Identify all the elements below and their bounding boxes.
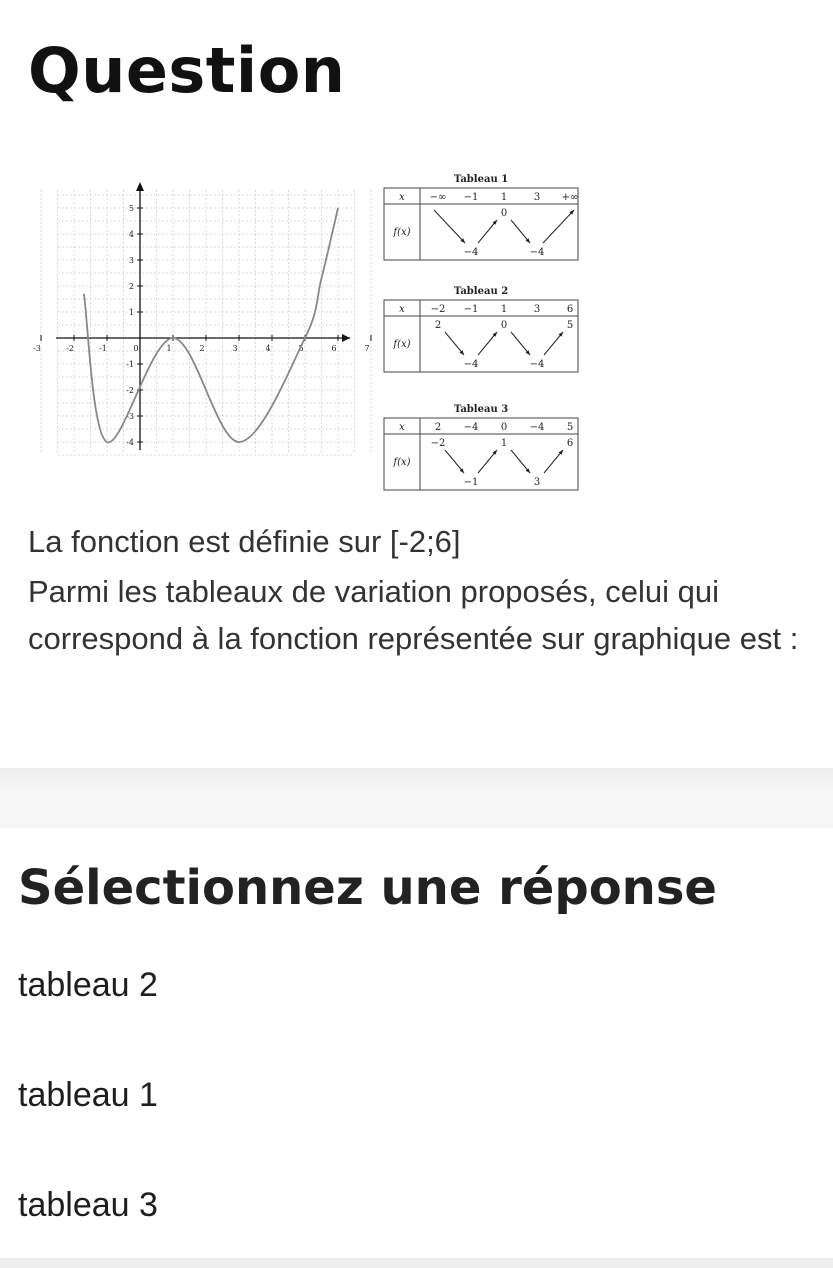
- x-value: −∞: [429, 192, 447, 203]
- f-label: f(x): [393, 457, 411, 468]
- f-value: −4: [529, 247, 545, 258]
- x-value: −4: [529, 422, 545, 433]
- table-frame: [384, 300, 578, 372]
- x-value: −1: [463, 304, 479, 315]
- x-tick-label: -1: [99, 344, 107, 353]
- y-tick-label: -3: [126, 412, 134, 421]
- y-tick-label: 3: [128, 256, 134, 265]
- statement-question: Parmi les tableaux de variation proposés, celui qui correspond à la fonction représentée sur graphique est :: [28, 574, 799, 656]
- x-value: 6: [566, 304, 574, 315]
- y-axis-arrow: [136, 182, 144, 191]
- figure-svg: [0, 150, 833, 510]
- section-separator: [0, 768, 833, 828]
- x-axis-arrow: [342, 334, 350, 342]
- f-value: 1: [500, 438, 508, 449]
- x-value: 0: [500, 422, 508, 433]
- f-value: 3: [533, 477, 541, 488]
- y-tick-label: 1: [128, 308, 134, 317]
- function-graph: [33, 182, 371, 455]
- x-value: −1: [463, 192, 479, 203]
- variation-table-1: [384, 174, 578, 260]
- f-value: −4: [529, 359, 545, 370]
- variation-tables: [384, 174, 578, 490]
- question-title: Question: [28, 34, 346, 107]
- f-value: −4: [463, 247, 479, 258]
- x-label: x: [399, 304, 405, 315]
- x-tick-label: 2: [199, 344, 205, 353]
- table-frame: [384, 418, 578, 490]
- x-value: 2: [434, 422, 442, 433]
- bottom-bar: [0, 1258, 833, 1268]
- x-tick-label: 0: [133, 344, 139, 353]
- f-value: 2: [434, 320, 442, 331]
- x-tick-label: 7: [364, 344, 370, 353]
- question-figure: [0, 150, 833, 510]
- f-value: −4: [463, 359, 479, 370]
- x-tick-label: -2: [66, 344, 74, 353]
- x-tick-label: -3: [33, 344, 41, 353]
- x-tick-label: 3: [232, 344, 238, 353]
- statement-domain: La fonction est définie sur [-2;6]: [28, 524, 461, 559]
- f-value: 0: [500, 208, 508, 219]
- f-value: 5: [566, 320, 574, 331]
- x-tick-label: 1: [166, 344, 172, 353]
- x-value: 1: [500, 304, 508, 315]
- x-value: 5: [566, 422, 574, 433]
- f-label: f(x): [393, 339, 411, 350]
- x-value: 3: [533, 192, 541, 203]
- table-title: Tableau 3: [453, 404, 509, 415]
- y-tick-label: 5: [128, 204, 134, 213]
- x-label: x: [399, 422, 405, 433]
- x-tick-label: 4: [265, 344, 271, 353]
- x-value: 1: [500, 192, 508, 203]
- f-value: −2: [430, 438, 446, 449]
- x-value: +∞: [561, 192, 579, 203]
- variation-arrow: [434, 210, 465, 243]
- x-tick-label: 6: [331, 344, 337, 353]
- f-label: f(x): [393, 227, 411, 238]
- y-tick-label: -1: [126, 360, 134, 369]
- x-label: x: [399, 192, 405, 203]
- answer-option-2[interactable]: tableau 1: [18, 1075, 158, 1114]
- y-tick-label: -4: [126, 438, 134, 447]
- select-answer-title: Sélectionnez une réponse: [18, 860, 717, 916]
- f-value: −1: [463, 477, 479, 488]
- variation-table-2: [384, 286, 578, 372]
- table-title: Tableau 1: [453, 174, 509, 185]
- y-tick-label: -2: [126, 386, 134, 395]
- table-frame: [384, 188, 578, 260]
- variation-table-3: [384, 404, 578, 490]
- x-value: −4: [463, 422, 479, 433]
- y-tick-label: 2: [128, 282, 134, 291]
- answer-option-1[interactable]: tableau 2: [18, 965, 158, 1004]
- variation-arrow: [543, 210, 574, 243]
- f-value: 0: [500, 320, 508, 331]
- y-tick-label: 4: [128, 230, 134, 239]
- x-tick-label: 5: [298, 344, 304, 353]
- f-value: 6: [566, 438, 574, 449]
- table-title: Tableau 2: [453, 286, 509, 297]
- x-value: 3: [533, 304, 541, 315]
- x-value: −2: [430, 304, 446, 315]
- answer-options: [0, 930, 833, 1260]
- answer-option-3[interactable]: tableau 3: [18, 1185, 158, 1224]
